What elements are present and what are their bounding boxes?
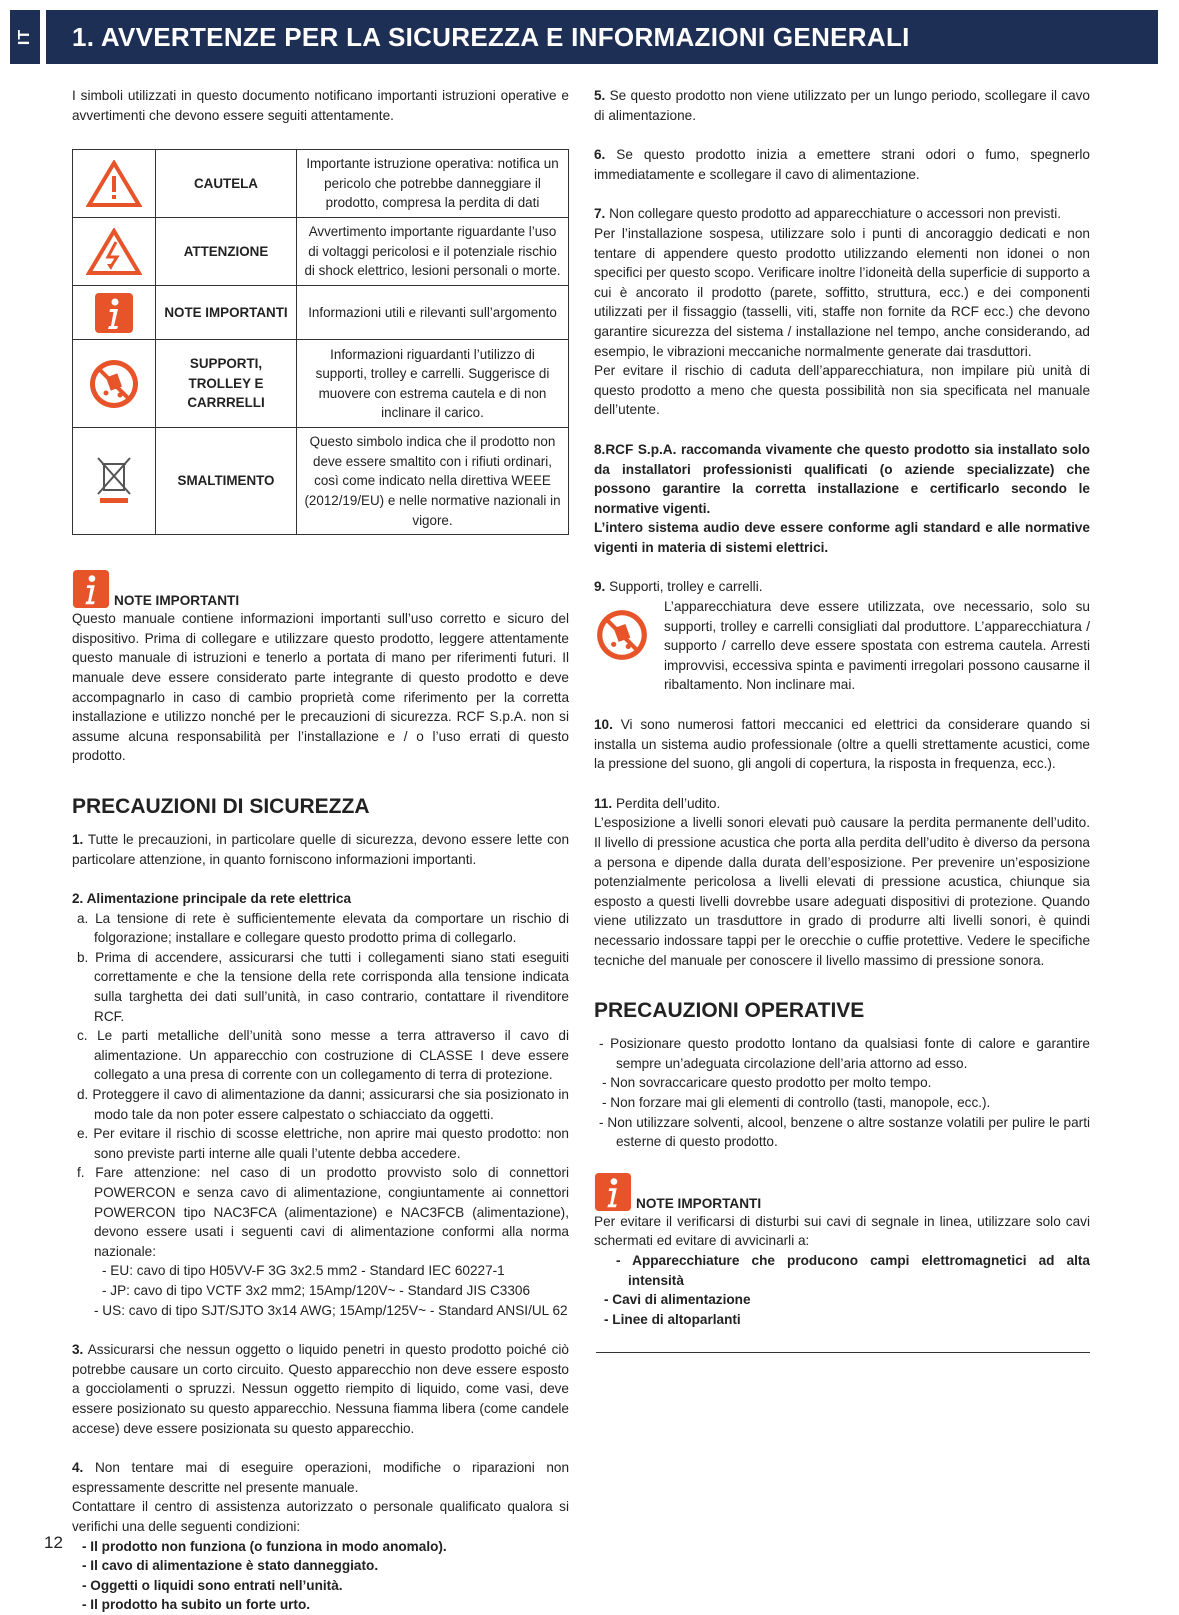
table-row (73, 218, 569, 286)
high-voltage-icon (86, 228, 142, 276)
list-item: - Non forzare mai gli elementi di controllo (tasti, manopole, ecc.). (602, 1094, 991, 1110)
symbol-label: SUPPORTI, TROLLEY E CARRRELLI (156, 340, 297, 428)
list-item: - Non sovraccaricare questo prodotto per molto tempo. (602, 1075, 932, 1091)
info-icon (594, 1172, 632, 1212)
symbol-desc: Informazioni riguardanti l’utilizzo di supporti, trolley e carrelli. Suggerisce di muovere con estrema cautela e di non inclinare il carico. (297, 340, 569, 428)
symbol-desc: Informazioni utili e rilevanti sull’argomento (297, 286, 569, 340)
safety-item-1: 1. Tutte le precauzioni, in particolare quelle di sicurezza, devono essere lette con particolare attenzione, in quanto forniscono informazioni importanti. (72, 831, 570, 867)
note-list (594, 1251, 1090, 1329)
symbol-desc: Avvertimento importante riguardante l’uso di voltaggi pericolosi e il potenziale rischio di shock elettrico, lesioni personali o morte. (297, 218, 569, 286)
safety-item-4b: Contattare il centro di assistenza autorizzato o personale qualificato qualora si verifichi una delle seguenti condizioni: (72, 1499, 569, 1534)
safety-item-9-title: 9. Supporti, trolley e carrelli. (594, 579, 763, 595)
table-row (73, 150, 569, 218)
operative-heading: PRECAUZIONI OPERATIVE (594, 999, 865, 1023)
safety-item-7c: Per evitare il rischio di caduta dell’apparecchiatura, non impilare più unità di questo prodotto a meno che questa possibilità non sia specificata nel manuale dell’utente. (594, 363, 1090, 418)
safety-item-9-text: L’apparecchiatura deve essere utilizzata, ove necessario, solo su supporti, trolley e carrelli consigliati dal produttore. L’apparecchiatura / supporto / carrello deve essere spostata con estrema cautela. Arresti improvvisi, eccessiva spinta e pavimenti irregolari possono causarne il ribaltamento. Non inclinare mai. (664, 599, 1090, 693)
table-row (73, 428, 569, 535)
safety-item-9 (594, 597, 1090, 695)
safety-item-11-title: 11. Perdita dell’udito. (594, 795, 721, 811)
note-title: NOTE IMPORTANTI (636, 1195, 762, 1211)
note-title: NOTE IMPORTANTI (114, 593, 240, 609)
list-item: - Posizionare questo prodotto lontano da qualsiasi fonte di calore e garantire sempre un’adeguata circolazione dell’aria attorno ad esso. (599, 1036, 1090, 1071)
symbol-label: NOTE IMPORTANTI (156, 286, 297, 340)
safety-item-5: 5. Se questo prodotto non viene utilizzato per un lungo periodo, scollegare il cavo di alimentazione. (594, 88, 1090, 123)
symbol-desc: Questo simbolo indica che il prodotto non deve essere smaltito con i rifiuti ordinari, così come indicato nella direttiva WEEE (2012/19/EU) e nelle normative nazionali in vigore. (297, 428, 569, 535)
symbols-table (72, 149, 569, 535)
symbol-label: CAUTELA (156, 150, 297, 218)
safety-item-8: 8.RCF S.p.A. raccomanda vivamente che questo prodotto sia installato solo da installatori professionisti qualificati (o aziende specializzate) che possono garantire la corretta installazione e certificarlo secondo le normative vigenti. (594, 441, 1090, 516)
list-item: d. Proteggere il cavo di alimentazione da danni; assicurarsi che sia posizionato in modo tale da non poter essere calpestato o schiacciato da oggetti. (77, 1087, 569, 1122)
table-row (73, 286, 569, 340)
symbol-label: SMALTIMENTO (156, 428, 297, 535)
list-item: - Linee di altoparlanti (604, 1311, 741, 1327)
list-item: - Il prodotto ha subito un forte urto. (82, 1597, 311, 1613)
weee-bin-icon (94, 456, 134, 506)
list-item: - Non utilizzare solventi, alcool, benzene o altre sostanze volatili per pulire le parti esterne di questo prodotto. (599, 1114, 1090, 1150)
safety-item-4: 4. Non tentare mai di eseguire operazioni, modifiche o riparazioni non espressamente descritte nel presente manuale. (72, 1460, 570, 1495)
safety-item-10: 10. Vi sono numerosi fattori meccanici ed elettrici da considerare quando si installa un sistema audio professionale (oltre a quelli strettamente acustici, come la pressione del suono, gli angoli di copertura, la risposta in frequenza, ecc.). (594, 717, 1090, 772)
safety-item-11: L’esposizione a livelli sonori elevati può causare la perdita permanente dell’udito. Il livello di pressione acustica che porta alla perdita dell’udito è diverso da persona a persona e dipende dalla durata dell’esposizione. Per prevenire un’esposizione potenzialmente pericolosa a livelli elevati di pressione acustica, chiunque sia esposto a questi livelli dovrebbe usare adeguati dispositivi di protezione. Quando viene utilizzato un trasduttore in grado di produrre alti livelli sonori, è quindi necessario indossare tappi per le orecchie o cuffie protettive. Vedere le specifiche tecniche del manuale per conoscere il livello massimo di pressione sonora. (594, 815, 1090, 968)
note-text: Per evitare il verificarsi di disturbi sui cavi di segnale in linea, utilizzare solo cavi schermati ed evitare di avvicinarli a: (594, 1213, 1090, 1249)
list-item: - Il prodotto non funziona (o funziona in modo anomalo). (82, 1538, 447, 1554)
symbol-label: ATTENZIONE (156, 218, 297, 286)
cart-tip-over-icon (87, 357, 141, 411)
safety-item-2-title: 2. Alimentazione principale da rete elettrica (72, 891, 352, 907)
list-item: b. Prima di accendere, assicurarsi che tutti i collegamenti siano stati eseguiti correttamente e che la tensione della rete corrisponda alla tensione indicata sulla targhetta dei dati sull’unità, in caso contrario, contattare il rivenditore RCF. (77, 949, 569, 1024)
cable-item: - US: cavo di tipo SJT/SJTO 3x14 AWG; 15Amp/125V~ - Standard ANSI/UL 62 (94, 1302, 568, 1318)
list-item: - Il cavo di alimentazione è stato danneggiato. (82, 1558, 379, 1574)
list-item: - Oggetti o liquidi sono entrati nell’unità. (82, 1577, 343, 1593)
list-item: - Apparecchiature che producono campi elettromagnetici ad alta intensità (616, 1252, 1090, 1288)
list-item: c. Le parti metalliche dell’unità sono messe a terra attraverso il cavo di alimentazione. Un apparecchio con costruzione di CLASSE I deve essere collegato a una presa di corrente con un collegamento di terra di protezione. (77, 1028, 569, 1083)
important-note-2 (594, 1172, 1090, 1330)
list-item: a. La tensione di rete è sufficientemente elevata da comportare un rischio di folgorazione; installare e collegare questo prodotto prima di collegarlo. (77, 910, 569, 946)
safety-heading: PRECAUZIONI DI SICUREZZA (72, 794, 370, 818)
safety-item-7b: Per l’installazione sospesa, utilizzare solo i punti di ancoraggio dedicati e non tentare di appendere questo prodotto utilizzando elementi non idonei o non specifici per questo scopo. Verificare inoltre l’idoneità della superficie di supporto a cui è ancorato il prodotto (parete, soffitto, struttura, ecc.) e dei componenti utilizzati per il fissaggio (tasselli, viti, staffe non fornite da RCF ecc.) che devono garantire sicurezza del sistema / installazione nel tempo, anche considerando, ad esempio, le vibrazioni meccaniche normalmente generate dai trasduttori. (594, 225, 1090, 359)
table-row (73, 340, 569, 428)
info-icon (72, 569, 110, 609)
safety-item-6: 6. Se questo prodotto inizia a emettere strani odori o fumo, spegnerlo immediatamente e scollegare il cavo di alimentazione. (594, 147, 1090, 182)
safety-item-8b: L’intero sistema audio deve essere conforme agli standard e alle normative vigenti in materia di sistemi elettrici. (594, 520, 1090, 555)
cable-item: - JP: cavo di tipo VCTF 3x2 mm2; 15Amp/120V~ - Standard JIS C3306 (102, 1282, 531, 1298)
important-note (72, 569, 569, 766)
symbol-desc: Importante istruzione operativa: notifica un pericolo che potrebbe danneggiare il prodotto, compresa la perdita di dati (297, 150, 569, 218)
page-number: 12 (44, 1533, 63, 1552)
intro-text: I simboli utilizzati in questo documento notificano importanti istruzioni operative e avvertimenti che devono essere seguiti attentamente. (72, 88, 569, 123)
warning-triangle-icon (86, 160, 142, 208)
note-text: Questo manuale contiene informazioni importanti sull’uso corretto e sicuro del dispositivo. Prima di collegare e utilizzare questo prodotto, leggere attentamente questo manuale di istruzioni e tenerlo a portata di mano per riferimenti futuri. Il manuale deve essere considerato parte integrante di questo prodotto e deve accompagnarlo in caso di cambio proprietà come riferimento per la corretta installazione e utilizzo nonché per le precauzioni di sicurezza. RCF S.p.A. non si assume alcuna responsabilità per l’installazione e / o l’uso errati di questo prodotto. (72, 611, 569, 764)
page-title: 1. AVVERTENZE PER LA SICUREZZA E INFORMAZIONI GENERALI (72, 21, 910, 52)
language-tab: IT (10, 10, 40, 64)
safety-item-7: 7. Non collegare questo prodotto ad apparecchiature o accessori non previsti. (594, 206, 1062, 222)
left-column (72, 86, 569, 1615)
info-icon (94, 292, 134, 334)
operative-list (594, 1034, 1090, 1152)
list-item: e. Per evitare il rischio di scosse elettriche, non aprire mai questo prodotto: non sono previste parti interne alle quali l’utente debba accedere. (77, 1126, 569, 1161)
list-item: - Cavi di alimentazione (604, 1292, 751, 1308)
safety-item-3: 3. Assicurarsi che nessun oggetto o liquido penetri in questo prodotto poiché ciò potrebbe causare un corto circuito. Questo apparecchio non deve essere esposto a gocciolamenti o spruzzi. Nessun oggetto riempito di liquido, come vasi, deve essere posizionato su questo apparecchio. Nessuna fiamma libera (come candele accese) deve essere posizionata su questo apparecchio. (72, 1342, 569, 1436)
page-header (46, 10, 1158, 64)
divider (596, 1352, 1090, 1353)
list-item: f. Fare attenzione: nel caso di un prodotto provvisto solo di connettori POWERCON e senza cavo di alimentazione, congiuntamente ai connettori POWERCON tipo NAC3FCA (alimentazione) e NAC3FCB (alimentazione), devono essere usati i seguenti cavi di alimentazione conformi alla norma nazionale: (77, 1165, 569, 1259)
cable-item: - EU: cavo di tipo H05VV-F 3G 3x2.5 mm2 - Standard IEC 60227-1 (102, 1263, 505, 1279)
right-column (594, 86, 1090, 1329)
safety-item-2-list (72, 909, 569, 1320)
condition-list (72, 1537, 569, 1615)
cart-tip-over-icon (594, 607, 650, 663)
